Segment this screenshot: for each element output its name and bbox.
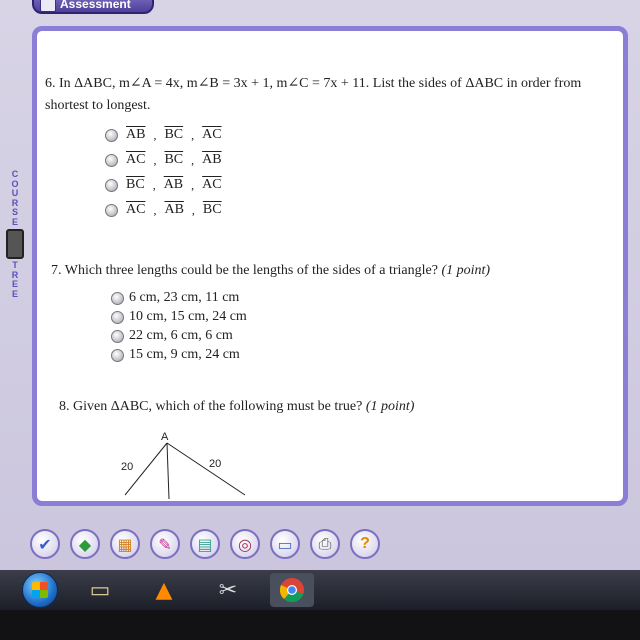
question-7 (51, 263, 490, 279)
file-explorer-icon[interactable]: ▭ (89, 577, 111, 603)
question-panel (32, 26, 628, 506)
side-label: $\overline{AC}$ (126, 152, 146, 167)
tools-icon[interactable]: ✂ (218, 577, 238, 603)
highlighter-icon[interactable]: ✎ (150, 529, 180, 559)
tools-toolbar (30, 520, 430, 568)
radio-button[interactable] (111, 330, 124, 343)
side-label: $\overline{BC}$ (164, 127, 184, 142)
radio-button[interactable] (111, 311, 124, 324)
chrome-logo (279, 577, 305, 603)
question-8-text: Given ΔABC, which of the following must be true? (73, 399, 363, 414)
course-tree-letter: E (11, 288, 18, 299)
option-label: 22 cm, 6 cm, 6 cm (129, 328, 233, 343)
question-content (37, 31, 628, 506)
side-label: $\overline{AB}$ (163, 177, 184, 192)
screen-icon[interactable]: ▭ (270, 529, 300, 559)
course-tree-letter: C (11, 169, 19, 179)
side-label: $\overline{BC}$ (126, 177, 145, 192)
side-label: $\overline{AB}$ (202, 152, 222, 167)
question-7-number: 7. (51, 263, 62, 278)
question-8 (59, 399, 414, 415)
triangle-figure (107, 429, 287, 506)
course-tree-toggle[interactable] (6, 170, 24, 340)
course-tree-letter: R (11, 269, 19, 280)
course-tree-handle[interactable] (6, 229, 24, 259)
right-side-label: 20 (209, 458, 222, 470)
calculator-icon[interactable]: ▦ (110, 529, 140, 559)
q7-option-4[interactable] (111, 347, 240, 363)
formula-icon[interactable]: ▤ (190, 529, 220, 559)
q7-option-2[interactable] (111, 309, 247, 325)
option-label: 15 cm, 9 cm, 24 cm (129, 347, 240, 362)
side-label: $\overline{AB}$ (126, 127, 146, 142)
question-6-text: In ΔABC, m∠A = 4x, m∠B = 3x + 1, m∠C = 7x + 11. List the sides of ΔABC in order from shortest to longest. (45, 76, 582, 113)
radio-button[interactable] (111, 349, 124, 362)
radio-button[interactable] (111, 292, 124, 305)
q7-option-1[interactable] (111, 290, 239, 306)
side-label: $\overline{AB}$ (164, 202, 184, 217)
assessment-tab[interactable] (32, 0, 154, 14)
course-tree-letter: E (11, 216, 18, 227)
chrome-icon[interactable] (270, 573, 314, 607)
radio-button[interactable] (105, 129, 118, 142)
q6-option-4[interactable]: $\overline{AC}$ , $\overline{AB}$ , $\overline{BC}$ (105, 202, 222, 218)
course-tree-letter: E (11, 279, 18, 289)
q6-option-3[interactable]: $\overline{BC}$ , $\overline{AB}$ , $\overline{AC}$ (105, 177, 222, 193)
monitor-bezel (0, 610, 640, 640)
windows-taskbar (0, 570, 640, 610)
triangle-right-side (167, 443, 245, 495)
q7-option-3[interactable] (111, 328, 233, 344)
side-label: $\overline{BC}$ (202, 202, 222, 217)
question-7-points: (1 point) (441, 263, 491, 278)
left-side-label: 20 (121, 461, 134, 473)
side-label: $\overline{AC}$ (202, 127, 222, 142)
assessment-icon (40, 0, 56, 12)
course-tree-letter: S (11, 207, 18, 217)
option-label: 10 cm, 15 cm, 24 cm (129, 309, 247, 324)
radio-button[interactable] (105, 204, 118, 217)
vertex-a-label: A (161, 431, 169, 443)
course-tree-letter: O (11, 178, 19, 189)
printer-icon[interactable]: ⎙ (310, 529, 340, 559)
triangle-segment (167, 443, 169, 499)
vlc-icon[interactable]: ▲ (155, 577, 173, 603)
option-label: 6 cm, 23 cm, 11 cm (129, 290, 240, 305)
help-icon[interactable]: ? (350, 529, 380, 559)
question-7-text: Which three lengths could be the lengths of the sides of a triangle? (64, 263, 438, 278)
assessment-tab-label: Assessment (60, 0, 131, 11)
course-tree-letter: U (11, 188, 19, 198)
question-8-number: 8. (59, 399, 70, 414)
side-label: $\overline{AC}$ (126, 202, 146, 217)
target-icon[interactable]: ◎ (230, 529, 260, 559)
question-8-points: (1 point) (365, 399, 415, 414)
checkmark-icon[interactable]: ✔ (30, 529, 60, 559)
q6-option-2[interactable]: $\overline{AC}$ , $\overline{BC}$ , $\overline{AB}$ (105, 152, 222, 168)
start-button[interactable] (22, 572, 58, 608)
question-6 (45, 73, 605, 117)
bookmark-icon[interactable]: ◆ (70, 529, 100, 559)
radio-button[interactable] (105, 154, 118, 167)
question-6-number: 6. (45, 76, 56, 91)
radio-button[interactable] (105, 179, 118, 192)
side-label: $\overline{BC}$ (164, 152, 184, 167)
q6-option-1[interactable]: $\overline{AB}$ , $\overline{BC}$ , $\overline{AC}$ (105, 127, 222, 143)
course-tree-letter: R (11, 197, 19, 208)
course-tree-letter: T (12, 260, 18, 270)
side-label: $\overline{AC}$ (202, 177, 222, 192)
